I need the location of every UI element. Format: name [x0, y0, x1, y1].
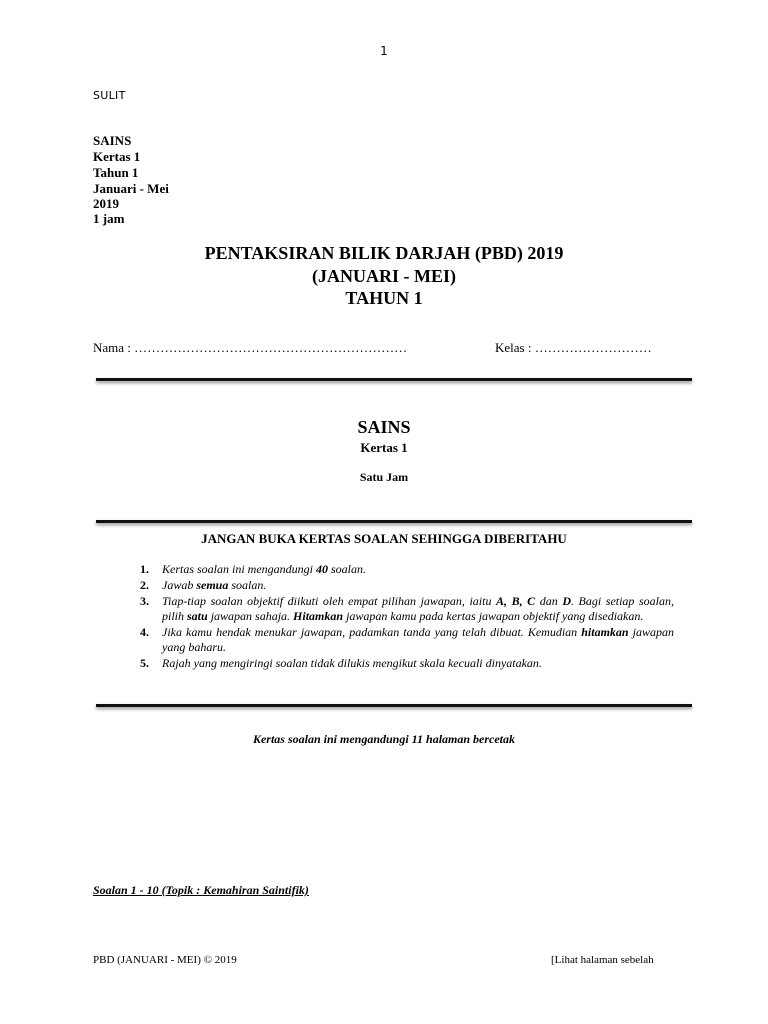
paper-duration: Satu Jam: [359, 470, 409, 484]
instruction-number: 1.: [140, 562, 149, 576]
section-heading: Soalan 1 - 10 (Topik : Kemahiran Saintifik): [93, 883, 309, 897]
instruction-text: jawapan kamu pada kertas jawapan objektif yang disediakan.: [343, 609, 644, 623]
instruction-text: Kertas soalan ini mengandungi: [162, 562, 317, 576]
instruction-number: 4.: [140, 625, 149, 639]
instruction-item: [140, 656, 674, 671]
instruction-emphasis: satu: [187, 609, 208, 623]
name-label: Nama :: [93, 340, 131, 355]
instruction-number: 5.: [140, 656, 149, 670]
title-line-3: TAHUN 1: [345, 288, 423, 308]
footer-left: PBD (JANUARI - MEI) © 2019: [93, 954, 237, 966]
instruction-item: [140, 578, 674, 593]
title-line-2: (JANUARI - MEI): [312, 266, 456, 286]
title-line-1: PENTAKSIRAN BILIK DARJAH (PBD) 2019: [204, 243, 564, 263]
class-dots: ………………………: [534, 340, 652, 355]
name-dots: ………………………………………………………: [134, 340, 408, 355]
warning-heading: JANGAN BUKA KERTAS SOALAN SEHINGGA DIBERITAHU: [201, 531, 567, 546]
meta-subject: SAINS: [93, 133, 132, 148]
instruction-text: Tiap-tiap soalan objektif diikuti oleh empat pilihan jawapan, iaitu: [162, 594, 497, 608]
instruction-emphasis: Hitamkan: [293, 609, 344, 623]
instruction-text: Jawab: [162, 578, 197, 592]
instruction-text: jawapan sahaja.: [207, 609, 294, 623]
instruction-text: soalan.: [228, 578, 267, 592]
instructions-list: [140, 562, 674, 672]
instruction-text: Rajah yang mengiringi soalan tidak dilukis mengikut skala kecuali dinyatakan.: [162, 656, 542, 670]
instruction-emphasis: semua: [196, 578, 229, 592]
divider-rule: [96, 378, 692, 381]
page-number: 1: [380, 44, 388, 58]
divider-rule: [96, 704, 692, 707]
footer-right: [Lihat halaman sebelah: [551, 954, 654, 966]
instruction-emphasis: A, B, C: [496, 594, 536, 608]
meta-paper: Kertas 1: [93, 149, 141, 164]
instruction-emphasis: 40: [316, 562, 329, 576]
instruction-text: . Bagi setiap soalan, pilih: [162, 594, 674, 623]
instruction-item: [140, 562, 674, 577]
instruction-emphasis: hitamkan: [581, 625, 629, 639]
meta-year-level: Tahun 1: [93, 165, 139, 180]
paper-number: Kertas 1: [360, 440, 408, 455]
class-label: Kelas :: [495, 340, 532, 355]
name-field[interactable]: [93, 340, 407, 356]
instruction-text: dan: [535, 594, 563, 608]
classification-label: SULIT: [93, 89, 126, 102]
instruction-number: 2.: [140, 578, 149, 592]
instruction-text: Jika kamu hendak menukar jawapan, padamkan tanda yang telah dibuat. Kemudian: [162, 625, 582, 639]
instruction-text: jawapan yang baharu.: [162, 625, 674, 654]
class-field[interactable]: [495, 340, 652, 356]
meta-year: 2019: [93, 196, 119, 211]
divider-rule: [96, 520, 692, 523]
instruction-text: soalan.: [328, 562, 367, 576]
paper-subject: SAINS: [357, 417, 411, 437]
instruction-number: 3.: [140, 594, 149, 608]
meta-period: Januari - Mei: [93, 181, 169, 196]
instruction-emphasis: D: [562, 594, 571, 608]
page-count-note: Kertas soalan ini mengandungi 11 halaman bercetak: [252, 732, 516, 746]
meta-duration: 1 jam: [93, 211, 125, 226]
instruction-item: [140, 625, 674, 655]
instruction-item: [140, 594, 674, 624]
